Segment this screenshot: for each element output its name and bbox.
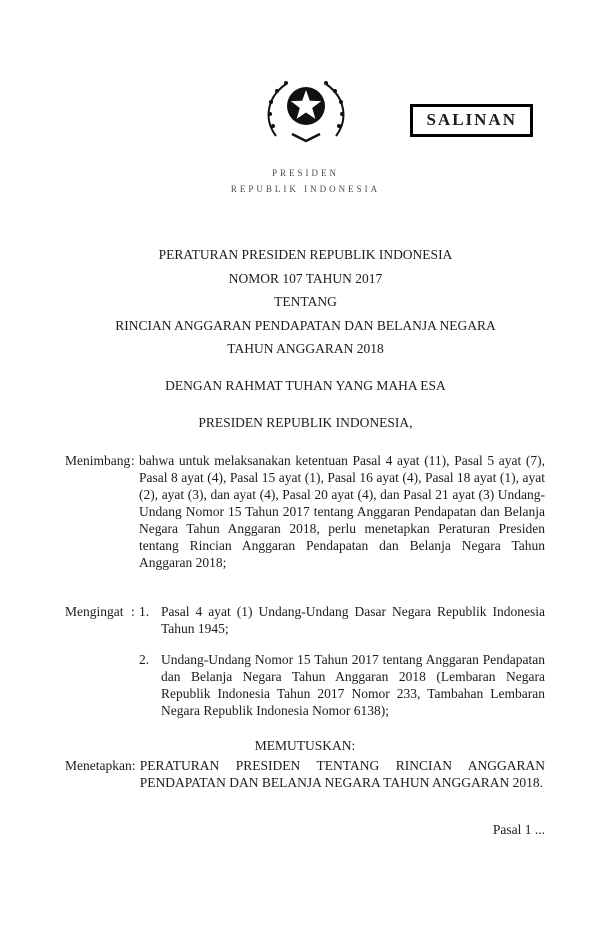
seal-caption-line1: PRESIDEN	[271, 168, 339, 178]
mengingat-separator: :	[131, 603, 135, 619]
page-continuation-marker: Pasal 1 ...	[492, 821, 545, 837]
decision-heading: MEMUTUSKAN:	[254, 737, 356, 753]
document-body	[0, 452, 611, 838]
title-line-3: TENTANG	[274, 294, 337, 310]
mengingat-label: Mengingat	[65, 603, 124, 619]
title-line-2: NOMOR 107 TAHUN 2017	[228, 270, 383, 286]
issuer-line: PRESIDEN REPUBLIK INDONESIA,	[198, 414, 413, 430]
seal-caption-line2: REPUBLIK INDONESIA	[230, 184, 381, 195]
seal-caption	[0, 165, 611, 197]
list-item-number: 2.	[139, 651, 150, 667]
salinan-stamp: SALINAN	[410, 104, 533, 137]
list-item-text: Undang-Undang Nomor 15 Tahun 2017 tentang Anggaran Pendapatan dan Belanja Negara Tahun Anggaran 2018 (Lembaran Negara Republik Indonesia Tahun 2017 Nomor 233, Tambahan Lembaran Negara Republik Indonesia Nomor 6138);	[161, 651, 545, 718]
menetapkan-clause	[65, 757, 545, 791]
menetapkan-text: PERATURAN PRESIDEN TENTANG RINCIAN ANGGARAN PENDAPATAN DAN BELANJA NEGARA TAHUN ANGGARAN 2018.	[139, 757, 545, 790]
menetapkan-label: Menetapkan	[65, 757, 132, 773]
regulation-title	[0, 243, 611, 361]
mengingat-list	[139, 603, 545, 719]
mengingat-clause	[65, 603, 545, 719]
menimbang-separator: :	[131, 452, 135, 468]
list-item-text: Pasal 4 ayat (1) Undang-Undang Dasar Negara Republik Indonesia Tahun 1945;	[161, 603, 545, 636]
list-item-number: 1.	[139, 603, 150, 619]
title-line-5: TAHUN ANGGARAN 2018	[227, 341, 384, 357]
menimbang-clause	[65, 452, 545, 571]
menimbang-label: Menimbang	[65, 452, 131, 468]
menimbang-text: bahwa untuk melaksanakan ketentuan Pasal 4 ayat (11), Pasal 5 ayat (7), Pasal 8 ayat (4), Pasal 15 ayat (1), Pasal 16 ayat (4), Pasal 18 ayat (1), ayat (2), ayat (3), dan ayat (4), Pasal 20 ayat (4), dan Pasal 21 ayat (3) Undang-Undang Nomor 15 Tahun 2017 tentang Anggaran Pendapatan dan Belanja Negara Tahun Anggaran 2018, perlu menetapkan Peraturan Presiden tentang Rincian Anggaran Pendapatan dan Belanja Negara Tahun Anggaran 2018;	[139, 452, 545, 570]
list-item	[139, 651, 545, 719]
presidential-seal-icon	[252, 72, 360, 150]
list-item	[139, 603, 545, 637]
title-line-1: PERATURAN PRESIDEN REPUBLIK INDONESIA	[158, 247, 453, 263]
menetapkan-separator: :	[131, 757, 136, 773]
title-line-4: RINCIAN ANGGARAN PENDAPATAN DAN BELANJA NEGARA	[115, 317, 496, 333]
invocation-line: DENGAN RAHMAT TUHAN YANG MAHA ESA	[165, 377, 446, 393]
